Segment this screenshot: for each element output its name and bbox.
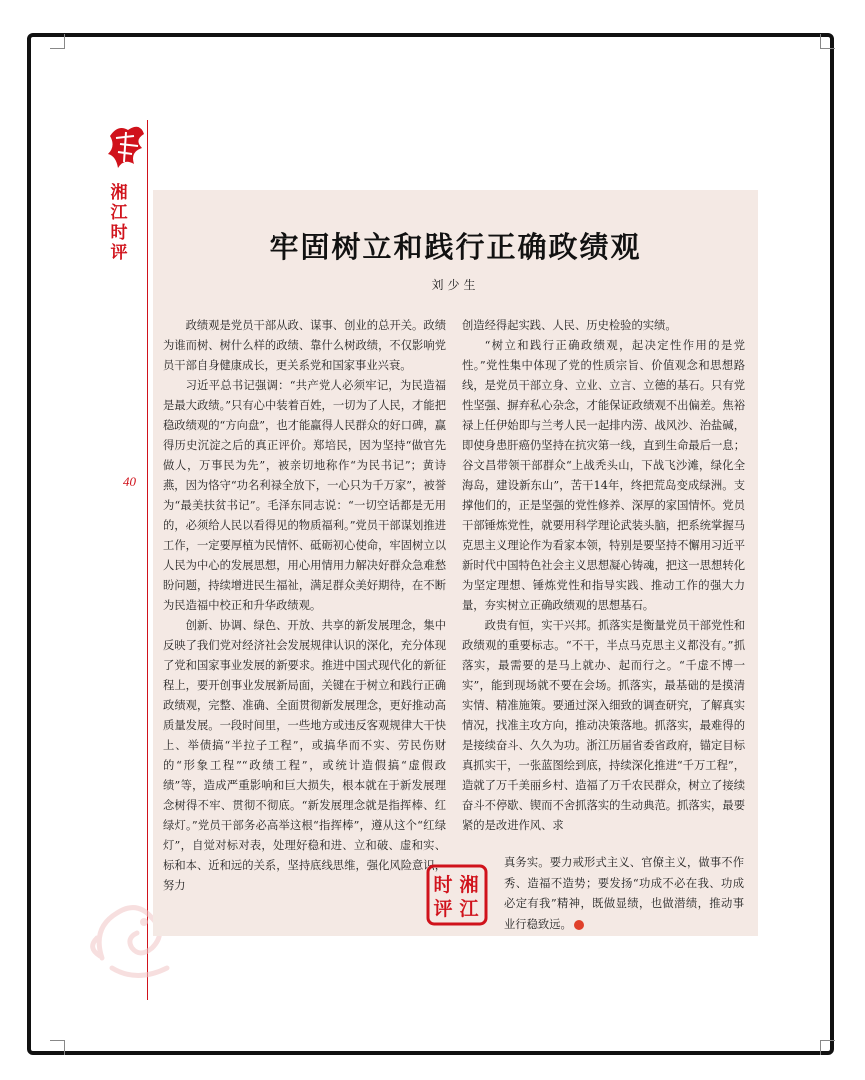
column-logo	[104, 118, 150, 174]
column-seal-icon	[425, 863, 489, 927]
paragraph: “树立和践行正确政绩观，起决定性作用的是党性。”党性集中体现了党的性质宗旨、价值观念和思想路线，是党员干部立身、立业、立言、立德的基石。只有党性坚强、摒弃私心杂念，才能保证政绩观不出偏差。焦裕禄上任伊始即与兰考人民一起排内涝、战风沙、治盐碱，即使身患肝癌仍坚持在抗灾第一线，直到生命最后一息；谷文昌带领干部群众“上战秃头山，下战飞沙滩，绿化全海岛，建设新东山”，苦干14年，终把荒岛变成绿洲。支撑他们的，正是坚强的党性修养、深厚的家国情怀。党员干部锤炼党性，就要用科学理论武装头脑，把系统掌握马克思主义理论作为看家本领，特别是要坚持不懈用习近平新时代中国特色社会主义思想凝心铸魂，把这一思想转化为坚定理想、锤炼党性和指导实践、推动工作的强大力量，夯实树立正确政绩观的思想基石。	[462, 339, 745, 612]
paragraph: 政贵有恒，实干兴邦。抓落实是衡量党员干部党性和政绩观的重要标志。“不干，半点马克思主义都没有。”抓落实，最需要的是马上就办、起而行之。“千虚不博一实”，能到现场就不要在会场。抓落实，最基础的是摸清实情、精准施策。要通过深入细致的调查研究，了解真实情况，找准主攻方向，推动决策落地。抓落实，最难得的是接续奋斗、久久为功。浙江历届省委省政府，锚定目标真抓实干，一张蓝图绘到底，持续深化推进“千万工程”，造就了万千美丽乡村、造福了万千农民群众，树立了接续奋斗不停歇、锲而不舍抓落实的生动典范。抓落实，最要紧的是改进作风、求	[462, 619, 745, 832]
crop-mark	[820, 34, 835, 49]
crop-mark	[50, 1040, 65, 1055]
paragraph: 政绩观是党员干部从政、谋事、创业的总开关。政绩为谁而树、树什么样的政绩、靠什么树政绩，不仅影响党员干部自身健康成长，更关系党和国家事业兴衰。	[163, 319, 446, 372]
article-title: 牢固树立和践行正确政绩观	[269, 230, 642, 264]
paragraph: 真务实。要力戒形式主义、官僚主义，做事不作秀、造福不造势；要发扬“功成不必在我、功成必定有我”精神，既做显绩，也做潜绩，推动事业行稳致远。	[504, 856, 744, 931]
paragraph: 创新、协调、绿色、开放、共享的新发展理念，集中反映了我们党对经济社会发展规律认识的深化，充分体现了党和国家事业发展的新要求。推进中国式现代化的新征程上，要开创事业发展新局面，关键在于树立和践行正确政绩观，完整、准确、全面贯彻新发展理念，更好推动高质量发展。一段时间里，一些地方或违反客观规律大干快上、举债搞“半拉子工程”，或搞华而不实、劳民伤财的“形象工程”“政绩工程”，或统计造假搞“虚假政绩”等，造成严重影响和巨大损失，根本就在于新发展理念树得不牢、贯彻不彻底。“新发展理念就是指挥棒、红绿灯。”党员干部务必高举这根“指挥棒”，遵从这个“红绿灯”，自觉对标对表，处理好稳和进、立和破、虚和实、标和本、近和远的关系，坚持底线思维，强化风险意识，努力	[163, 619, 446, 892]
article-ending	[504, 853, 744, 935]
crop-mark	[820, 1040, 835, 1055]
crop-mark	[50, 34, 65, 49]
left-column	[163, 316, 446, 896]
right-column	[462, 316, 745, 836]
end-mark-icon	[574, 920, 584, 930]
svg-text:时: 时	[433, 874, 453, 896]
article-author: 刘少生	[431, 278, 480, 292]
paragraph: 习近平总书记强调：“共产党人必须牢记，为民造福是最大政绩。”只有心中装着百姓，一切为了人民，才能把稳政绩观的“方向盘”，也才能赢得人民群众的好口碑，赢得历史沉淀之后的真正评价。郑培民，因为坚持“做官先做人，万事民为先”，被亲切地称作“为民书记”；黄诗燕，因为恪守“功名利禄全放下，一心只为千万家”，被誉为“最美扶贫书记”。毛泽东同志说：“一切空话都是无用的，必须给人民以看得见的物质福利。”党员干部谋划推进工作，一定要厚植为民情怀、砥砺初心使命，牢固树立以人民为中心的发展思想，用心用情用力解决好群众急难愁盼问题，持续增进民生福祉，满足群众美好期待，在不断为民造福中校正和升华政绩观。	[163, 379, 446, 612]
paragraph: 创造经得起实践、人民、历史检验的实绩。	[462, 319, 677, 332]
svg-text:江: 江	[459, 898, 479, 920]
page-number: 40	[123, 474, 136, 489]
column-title: 湘江时评	[110, 183, 128, 263]
vertical-rule	[147, 120, 148, 1000]
svg-text:评: 评	[433, 898, 453, 920]
svg-text:湘: 湘	[459, 874, 479, 896]
